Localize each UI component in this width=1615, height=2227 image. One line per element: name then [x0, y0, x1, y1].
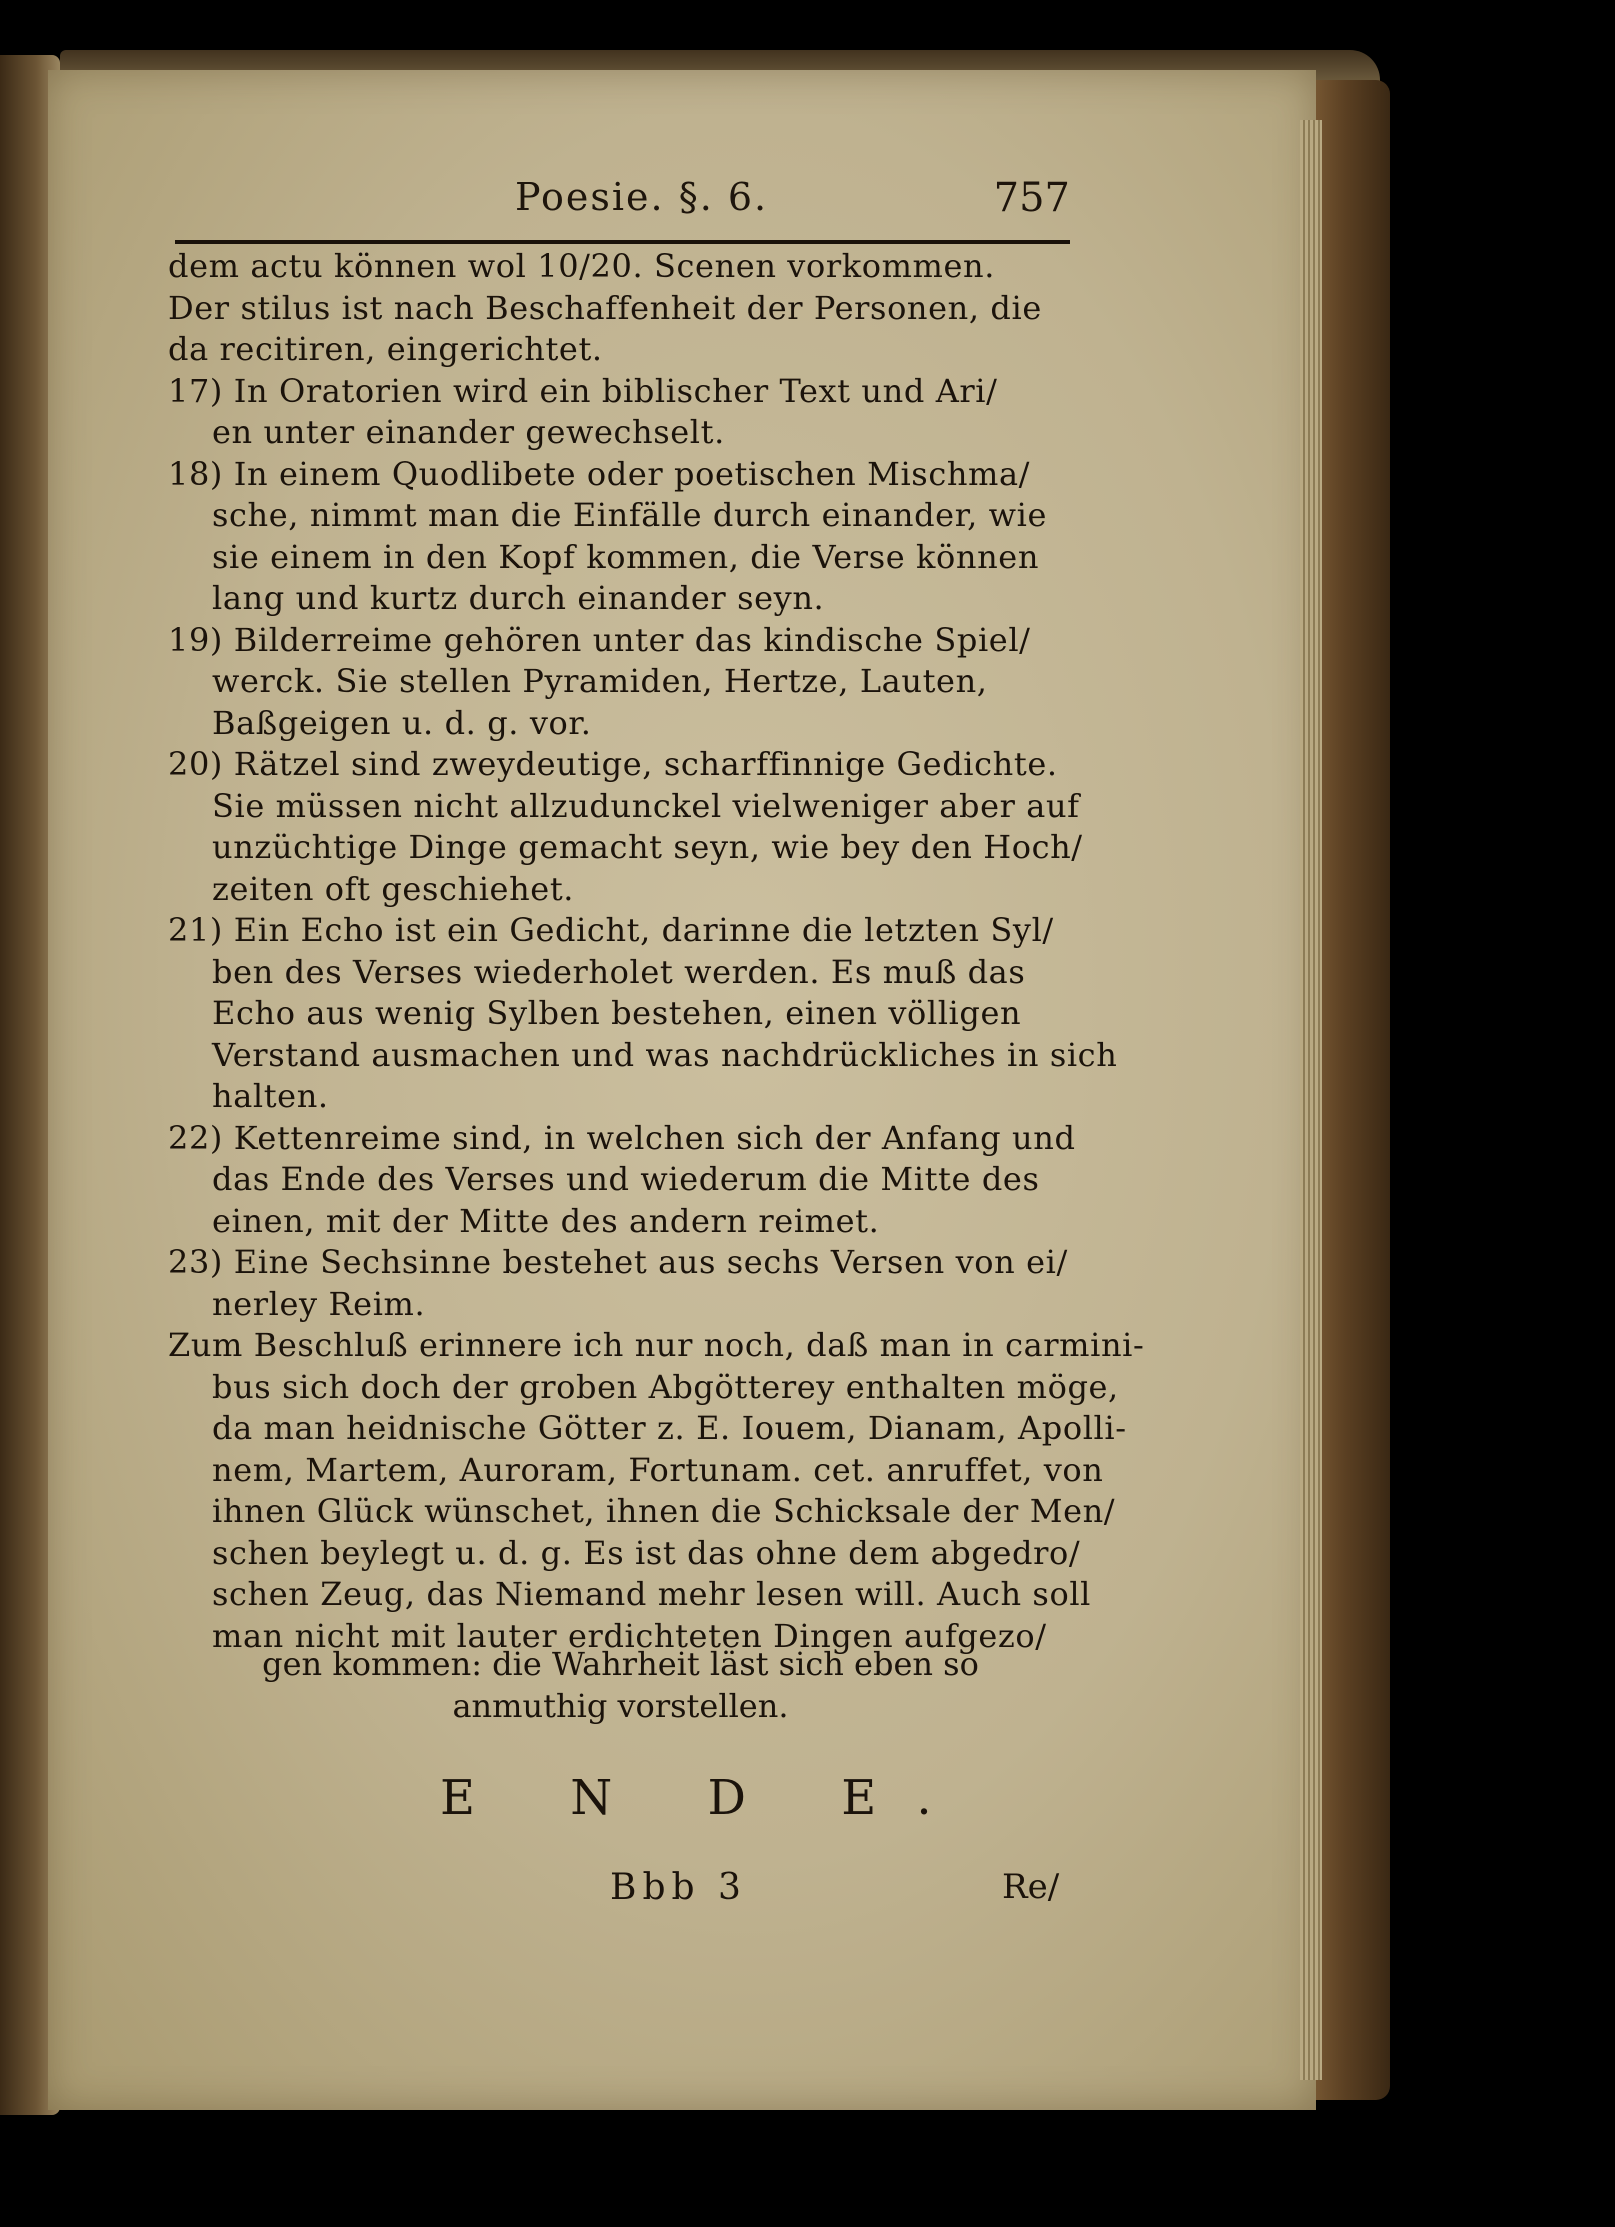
- body-text: [168, 246, 1145, 1657]
- text-line: 22) Kettenreime sind, in welchen sich der Anfang und: [168, 1118, 1076, 1157]
- text-line: Verstand ausmachen und was nachdrückliches in sich: [212, 1035, 1118, 1074]
- text-line: gen kommen: die Wahrheit läst sich eben so: [262, 1645, 979, 1683]
- text-line: ben des Verses wiederholet werden. Es muß das: [212, 952, 1026, 991]
- text-line: unzüchtige Dinge gemacht seyn, wie bey den Hoch/: [212, 828, 1083, 866]
- text-line: sie einem in den Kopf kommen, die Verse können: [212, 537, 1040, 576]
- finis-heading: E N D E.: [440, 1770, 972, 1826]
- text-line: bus sich doch der groben Abgötterey enthalten möge,: [212, 1367, 1119, 1406]
- text-line: halten.: [212, 1077, 329, 1115]
- running-title: Poesie. §. 6.: [515, 175, 769, 219]
- text-line: anmuthig vorstellen.: [452, 1686, 789, 1725]
- text-line: 20) Rätzel sind zweydeutige, scharffinnige Gedichte.: [168, 745, 1058, 783]
- text-line: schen beylegt u. d. g. Es ist das ohne dem abgedro/: [212, 1533, 1081, 1572]
- text-line: das Ende des Verses und wiederum die Mitte des: [212, 1160, 1040, 1198]
- printer-signature: Bbb 3: [610, 1867, 747, 1908]
- catchword: Re/: [1002, 1867, 1060, 1907]
- text-line: da recitiren, eingerichtet.: [168, 330, 603, 368]
- text-line: dem actu können wol 10/20. Scenen vorkommen.: [168, 247, 996, 285]
- text-line: Echo aus wenig Sylben bestehen, einen völligen: [212, 994, 1022, 1032]
- text-line: en unter einander gewechselt.: [212, 413, 725, 451]
- text-line: 23) Eine Sechsinne bestehet aus sechs Versen von ei/: [168, 1243, 1068, 1281]
- text-line: nerley Reim.: [212, 1284, 426, 1323]
- text-line: Baßgeigen u. d. g. vor.: [212, 703, 592, 742]
- text-line: man nicht mit lauter erdichteten Dingen aufgezo/: [212, 1616, 1047, 1655]
- text-line: zeiten oft geschiehet.: [212, 869, 575, 908]
- text-line: 21) Ein Echo ist ein Gedicht, darinne die letzten Syl/: [168, 911, 1054, 949]
- page-number: 757: [993, 175, 1070, 221]
- text-line: da man heidnische Götter z. E. Iouem, Dianam, Apolli-: [212, 1409, 1127, 1447]
- text-line: Sie müssen nicht allzudunckel vielweniger aber auf: [212, 786, 1080, 825]
- header-rule: [175, 240, 1070, 244]
- text-line: 17) In Oratorien wird ein biblischer Text und Ari/: [168, 371, 998, 410]
- text-line: ihnen Glück wünschet, ihnen die Schicksale der Men/: [212, 1492, 1116, 1530]
- book-cover-edge: [1310, 80, 1390, 2100]
- text-line: 18) In einem Quodlibete oder poetischen Mischma/: [168, 454, 1031, 493]
- page-stack-edge: [1300, 120, 1322, 2080]
- text-line: einen, mit der Mitte des andern reimet.: [212, 1201, 880, 1240]
- text-line: Der stilus ist nach Beschaffenheit der Personen, die: [168, 288, 1042, 327]
- text-line: sche, nimmt man die Einfälle durch einander, wie: [212, 496, 1048, 534]
- text-line: werck. Sie stellen Pyramiden, Hertze, Lauten,: [212, 662, 988, 700]
- running-head: [175, 175, 1070, 235]
- text-line: nem, Martem, Auroram, Fortunam. cet. anruffet, von: [212, 1450, 1104, 1489]
- text-line: lang und kurtz durch einander seyn.: [212, 579, 825, 617]
- closing-lines: [168, 1644, 1073, 1727]
- text-line: 19) Bilderreime gehören unter das kindische Spiel/: [168, 620, 1031, 659]
- text-line: Zum Beschluß erinnere ich nur noch, daß man in carmini-: [168, 1326, 1145, 1364]
- text-line: schen Zeug, das Niemand mehr lesen will. Auch soll: [212, 1575, 1091, 1613]
